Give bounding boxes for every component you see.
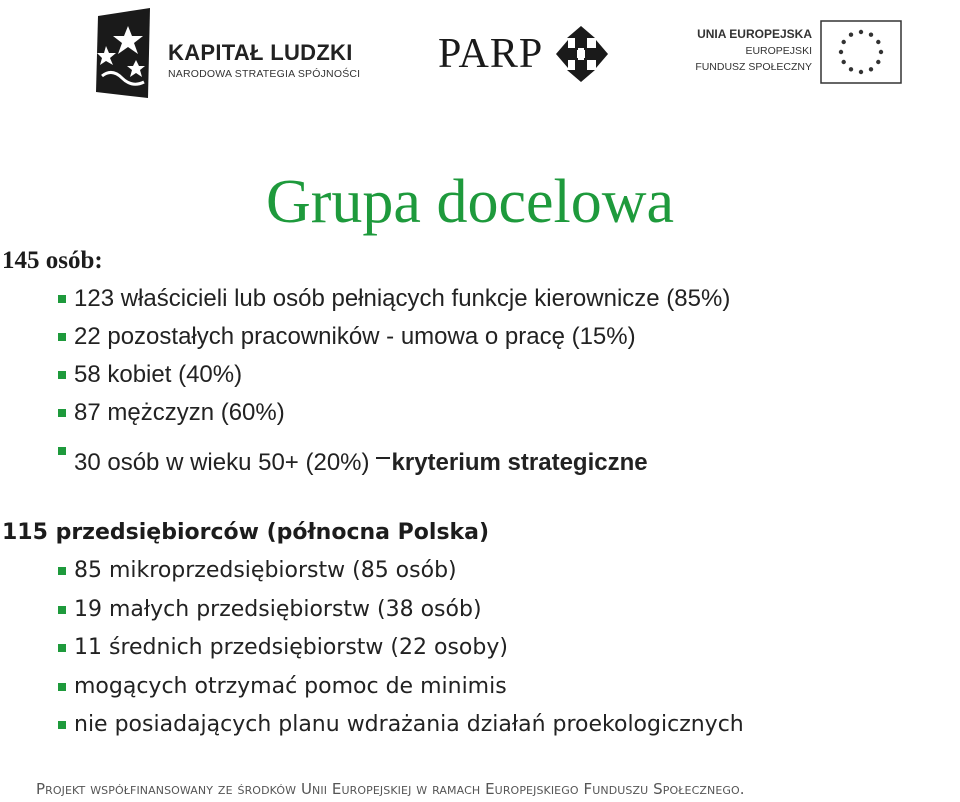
list-item-text: 11 średnich przedsiębiorstw (22 osoby) bbox=[74, 635, 508, 660]
square-bullet-icon bbox=[58, 606, 66, 614]
list-item bbox=[58, 706, 744, 745]
list-item bbox=[58, 280, 730, 318]
parp-logo bbox=[438, 18, 618, 90]
kapital-ludzki-title: KAPITAŁ LUDZKI bbox=[168, 40, 353, 65]
list-item-text: nie posiadających planu wdrażania działań proekologicznych bbox=[74, 712, 744, 737]
list-item bbox=[58, 552, 744, 591]
parp-logo-text: PARP bbox=[438, 31, 544, 77]
list-item bbox=[58, 318, 730, 356]
kapital-ludzki-subtitle: NARODOWA STRATEGIA SPÓJNOŚCI bbox=[168, 68, 361, 80]
eu-logo-line2: EUROPEJSKI bbox=[745, 45, 812, 57]
list-item-text: 19 małych przedsiębiorstw (38 osób) bbox=[74, 596, 482, 622]
square-bullet-icon bbox=[58, 721, 66, 729]
list-item-text: 123 właścicieli lub osób pełniących funkcje kierownicze (85%) bbox=[74, 285, 731, 312]
list-item-text: 85 mikroprzedsiębiorstw (85 osób) bbox=[74, 558, 457, 583]
list-item-text: 87 mężczyzn (60%) bbox=[74, 399, 285, 426]
logo-band bbox=[0, 0, 960, 108]
list-item bbox=[58, 668, 744, 707]
list-item-text: 22 pozostałych pracowników - umowa o pracę (15%) bbox=[74, 323, 636, 350]
participants-list bbox=[58, 280, 731, 476]
list-item bbox=[58, 356, 730, 394]
eu-logo bbox=[690, 20, 916, 88]
list-item-text: 58 kobiet (40%) bbox=[74, 361, 243, 388]
dash-separator bbox=[370, 432, 392, 482]
list-item-text: 30 osób w wieku 50+ (20%) bbox=[74, 449, 370, 476]
companies-list bbox=[58, 552, 744, 745]
eu-logo-line1: UNIA EUROPEJSKA bbox=[697, 27, 812, 41]
parp-arrows-icon bbox=[550, 22, 612, 86]
eu-logo-line3: FUNDUSZ SPOŁECZNY bbox=[695, 61, 812, 73]
strategic-criterion-label: kryterium strategiczne bbox=[391, 449, 648, 476]
list-item bbox=[58, 394, 730, 432]
list-item bbox=[58, 432, 730, 476]
square-bullet-icon bbox=[58, 447, 66, 455]
square-bullet-icon bbox=[58, 371, 66, 379]
section-heading-participants: 145 osób: bbox=[2, 247, 103, 274]
kapital-ludzki-emblem-icon bbox=[92, 6, 156, 102]
section-heading-companies: 115 przedsiębiorców (północna Polska) bbox=[2, 520, 490, 545]
square-bullet-icon bbox=[58, 295, 66, 303]
square-bullet-icon bbox=[58, 683, 66, 691]
slide-title: Grupa docelowa bbox=[266, 168, 674, 236]
eu-flag-icon bbox=[820, 20, 902, 84]
list-item-text: mogących otrzymać pomoc de minimis bbox=[74, 673, 507, 699]
square-bullet-icon bbox=[58, 409, 66, 417]
square-bullet-icon bbox=[58, 567, 66, 575]
eu-logo-text bbox=[690, 26, 812, 75]
kapital-ludzki-logo bbox=[92, 6, 372, 102]
list-item bbox=[58, 629, 744, 668]
footer-cofinancing-note: Projekt współfinansowany ze środków Unii Europejskiej w ramach Europejskiego Funduszu Społecznego. bbox=[36, 780, 745, 798]
square-bullet-icon bbox=[58, 333, 66, 341]
square-bullet-icon bbox=[58, 644, 66, 652]
list-item bbox=[58, 591, 744, 630]
